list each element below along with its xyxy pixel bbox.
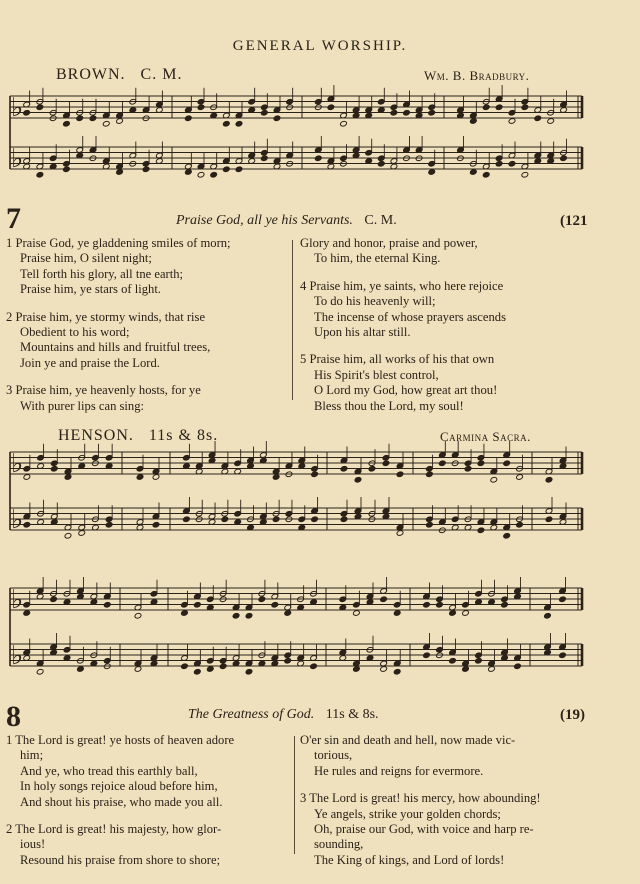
verse-line: Ye angels, strike your golden chords;	[314, 806, 501, 821]
staff-henson-treble-1	[10, 441, 582, 483]
verse	[300, 791, 600, 868]
verse-line: 1 The Lord is great! ye hosts of heaven adore	[6, 733, 235, 747]
composer-henson: Carmina Sacra.	[440, 429, 531, 444]
verse-line: Upon his altar still.	[314, 325, 411, 340]
tune-name-henson: HENSON. 11s & 8s.	[58, 427, 219, 444]
column-divider	[292, 240, 293, 400]
verse	[300, 279, 600, 341]
verse-line: Resound his praise from shore to shore;	[20, 852, 221, 867]
hymn-ref-8: (19)	[560, 707, 585, 723]
verse	[300, 733, 600, 779]
staff-henson-bass-2	[10, 633, 582, 675]
staff-brown-bass	[10, 136, 582, 178]
svg-text:♭: ♭	[11, 449, 24, 479]
composer-brown: Wm. B. Bradbury.	[424, 68, 530, 83]
hymn-meter: C. M.	[364, 213, 397, 228]
verse-line: O Lord my God, how great art thou!	[314, 383, 498, 398]
hymn-meter: 11s & 8s.	[325, 707, 379, 722]
verse-line: Bless thou the Lord, my soul!	[314, 398, 464, 413]
verse	[6, 310, 288, 372]
verse-line: sounding,	[314, 837, 364, 852]
svg-text:♭: ♭	[11, 144, 24, 174]
verse-line: 5 Praise him, all works of his that own	[300, 352, 495, 367]
hymn-number-8: 8	[6, 700, 21, 733]
verse-line: Praise him, ye stars of light.	[20, 282, 161, 297]
verse	[6, 733, 292, 810]
staff-henson-treble-2	[10, 577, 582, 619]
verse-line: Join ye and praise the Lord.	[20, 355, 160, 370]
verse-line: His Spirit's blest control,	[314, 367, 439, 382]
verse-line: The King of kings, and Lord of lords!	[314, 852, 505, 867]
verse-line: 4 Praise him, ye saints, who here rejoice	[300, 278, 504, 293]
verse-line: Mountains and hills and fruitful trees,	[20, 340, 211, 355]
svg-text:♭: ♭	[11, 93, 24, 123]
verse-line: And ye, who tread this earthly ball,	[20, 763, 198, 778]
tune-name-brown: BROWN. C. M.	[56, 66, 183, 83]
verse-line: O'er sin and death and hell, now made vic-	[300, 733, 516, 747]
verse-line: 1 Praise God, ye gladdening smiles of morn;	[6, 236, 231, 250]
hymn-ref-7: (121	[560, 213, 588, 229]
verse-line: torious,	[314, 748, 353, 763]
hymn-8-verses-left	[6, 733, 292, 880]
hymn-8-verses-right	[300, 733, 600, 880]
verse	[6, 822, 292, 868]
svg-text:♭: ♭	[11, 641, 24, 671]
verse-line: To do his heavenly will;	[314, 294, 436, 309]
verse-line: With purer lips can sing:	[20, 398, 145, 413]
verse-line: He rules and reigns for evermore.	[314, 763, 484, 778]
verse-line: Oh, praise our God, with voice and harp re-	[314, 822, 534, 837]
verse-line: ious!	[20, 837, 46, 852]
verse-line: The incense of whose prayers ascends	[314, 309, 506, 324]
column-divider	[294, 736, 295, 854]
verse-line: 3 Praise him, ye heavenly hosts, for ye	[6, 383, 201, 398]
verse-line: him;	[20, 748, 44, 763]
hymn-title-text: The Greatness of God.	[188, 707, 315, 722]
hymn-7-verses-right	[300, 236, 600, 426]
verse	[300, 236, 600, 267]
verse	[6, 383, 288, 414]
verse-line: Tell forth his glory, all tne earth;	[20, 266, 184, 281]
verse	[300, 352, 600, 414]
verse-line: 2 Praise him, ye stormy winds, that rise	[6, 309, 206, 324]
verse-line: To him, the eternal King.	[314, 251, 441, 266]
verse-line: Praise him, O silent night;	[20, 251, 152, 266]
staff-henson-bass-1	[10, 497, 582, 539]
verse-line: 2 The Lord is great! his majesty, how glor-	[6, 822, 222, 837]
hymn-title-7	[176, 213, 397, 229]
hymn-7-verses-left	[6, 236, 288, 426]
verse-line: In holy songs rejoice aloud before him,	[20, 779, 218, 794]
hymn-number-7: 7	[6, 202, 21, 235]
page-header: GENERAL WORSHIP.	[232, 38, 408, 54]
hymn-title-8	[188, 707, 379, 723]
hymn-title-text: Praise God, all ye his Servants.	[176, 213, 353, 228]
svg-text:♭: ♭	[11, 585, 24, 615]
verse-line: Glory and honor, praise and power,	[300, 236, 478, 250]
verse-line: And shout his praise, who made you all.	[20, 794, 223, 809]
verse-line: Obedient to his word;	[20, 325, 130, 340]
svg-text:♭: ♭	[11, 505, 24, 535]
verse-line: 3 The Lord is great! his mercy, how abounding!	[300, 791, 541, 806]
verse	[6, 236, 288, 298]
staff-brown-treble	[10, 85, 582, 127]
